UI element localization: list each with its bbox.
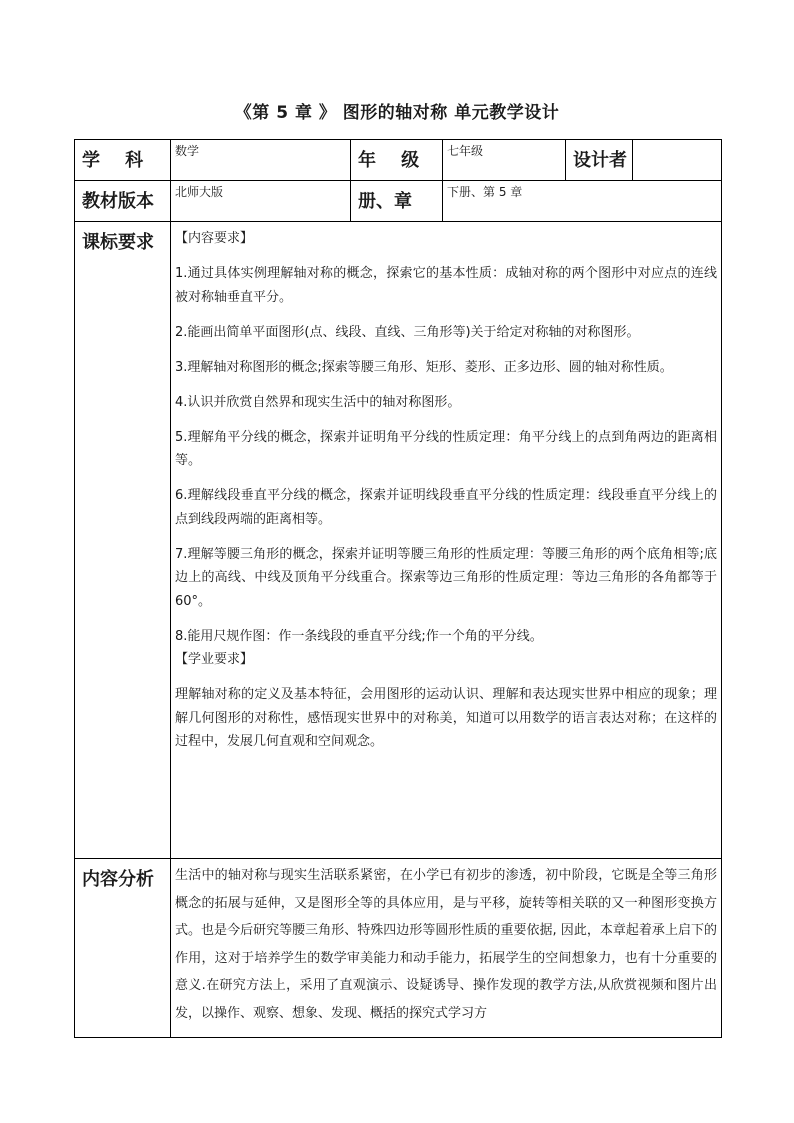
volume-label-cell: [351, 181, 443, 222]
content-requirements-heading: 【内容要求】: [175, 231, 254, 246]
analysis-label: 内容分析: [82, 869, 154, 890]
designer-value-cell: [633, 140, 722, 181]
volume-label: 册、章: [358, 191, 412, 212]
requirement-item-3: 3.理解轴对称图形的概念;探索等腰三角形、矩形、菱形、正多边形、圆的轴对称性质。: [175, 359, 673, 375]
volume-value-cell: [443, 181, 722, 222]
designer-label: 设计者: [573, 150, 627, 171]
volume-value: 下册、第 5 章: [447, 185, 523, 199]
requirement-item-1: 1.通过具体实例理解轴对称的概念，探索它的基本性质：成轴对称的两个图形中对应点的连线被对称轴垂直平分。: [175, 266, 717, 305]
requirement-item-2: 2.能画出简单平面图形(点、线段、直线、三角形等)关于给定对称轴的对称图形。: [175, 324, 640, 340]
analysis-text: 生活中的轴对称与现实生活联系紧密，在小学已有初步的渗透，初中阶段，它既是全等三角形概念的拓展与延伸，又是图形全等的具体应用，是与平移，旋转等相关联的又一种图形变换方式。也是今后研究等腰三角形、特殊四边形等圆形性质的重要依据, 因此，本章起着承上启下的作用，这对于培养学生的数学审美能力和动手能力，拓展学生的空间想象力，也有十分重要的意义.在研究方法上，采用了直观演示、设疑诱导、操作发现的教学方法,从欣赏视频和图片出发，以操作、观察、想象、发现、概括的探究式学习方: [175, 868, 717, 1021]
textbook-value: 北师大版: [175, 185, 224, 199]
analysis-label-cell: [75, 859, 171, 1038]
curriculum-row: [75, 222, 722, 859]
page-title: 《第 5 章 》 图形的轴对称 单元教学设计: [234, 103, 560, 123]
curriculum-content-cell: [171, 222, 722, 859]
lesson-design-table: [74, 139, 722, 1038]
requirement-item-8: 8.能用尺规作图：作一条线段的垂直平分线;作一个角的平分线。: [175, 628, 543, 644]
analysis-content-cell: [171, 859, 722, 1038]
academic-requirements-text: 理解轴对称的定义及基本特征，会用图形的运动认识、理解和表达现实世界中相应的现象；理解几何图形的对称性，感悟现实世界中的对称美，知道可以用数学的语言表达对称；在这样的过程中，发展几何直观和空间观念。: [175, 687, 717, 749]
grade-value-cell: [443, 140, 566, 181]
grade-value: 七年级: [447, 144, 484, 158]
requirement-item-7: 7.理解等腰三角形的概念，探索并证明等腰三角形的性质定理：等腰三角形的两个底角相等;底边上的高线、中线及顶角平分线重合。探索等边三角形的性质定理：等边三角形的各角都等于 60°。: [175, 546, 717, 609]
header-row-subject: [75, 140, 722, 181]
header-row-textbook: [75, 181, 722, 222]
curriculum-label-cell: [75, 222, 171, 859]
requirement-item-6: 6.理解线段垂直平分线的概念，探索并证明线段垂直平分线的性质定理：线段垂直平分线上的点到线段两端的距离相等。: [175, 488, 717, 527]
designer-value: [633, 140, 721, 142]
grade-label: 年 级: [358, 150, 420, 171]
subject-label: 学 科: [82, 150, 144, 171]
subject-value-cell: [171, 140, 351, 181]
curriculum-label: 课标要求: [82, 232, 154, 253]
grade-label-cell: [351, 140, 443, 181]
designer-label-cell: [566, 140, 633, 181]
subject-label-cell: [75, 140, 171, 181]
textbook-value-cell: [171, 181, 351, 222]
academic-requirements-heading: 【学业要求】: [175, 652, 254, 667]
requirement-item-5: 5.理解角平分线的概念，探索并证明角平分线的性质定理：角平分线上的点到角两边的距离相等。: [175, 429, 717, 468]
subject-value: 数学: [175, 144, 200, 158]
textbook-label: 教材版本: [82, 191, 154, 212]
analysis-row: [75, 859, 722, 1038]
requirement-item-4: 4.认识并欣赏自然界和现实生活中的轴对称图形。: [175, 394, 461, 410]
textbook-label-cell: [75, 181, 171, 222]
